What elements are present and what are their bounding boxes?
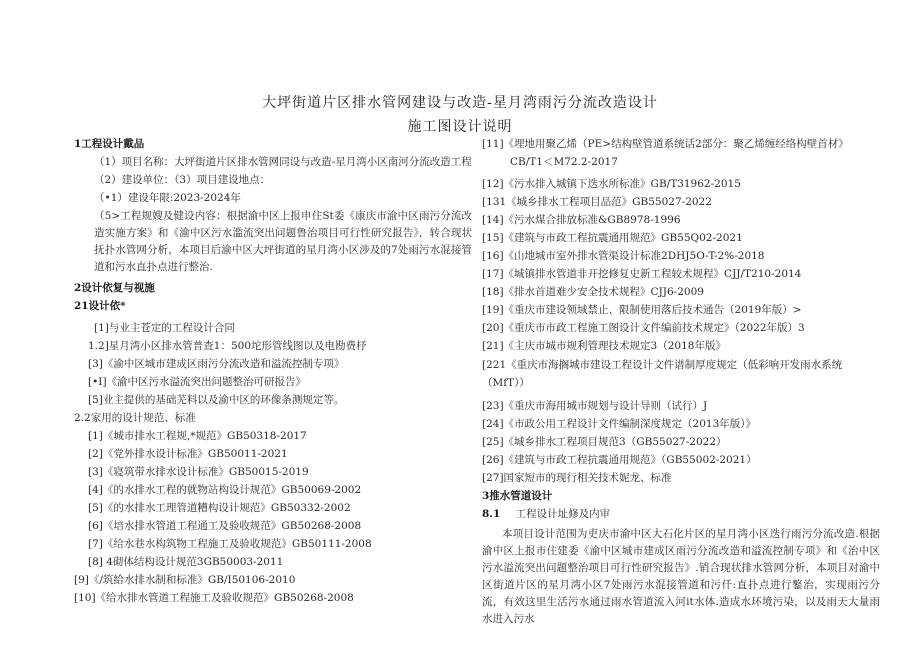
standard-item: [8] 4砌体结构设计规范3GB50003-2011 xyxy=(88,556,284,568)
section-3-heading: 3推水管道设计 xyxy=(482,490,553,502)
section-2-1-heading: 21设计依* xyxy=(74,300,126,312)
standard-item: [2]《党外排水设计标准》GB50011-2021 xyxy=(88,448,288,460)
standard-item: [7]《给水巷水构筑物工程施工及验收规范》GB50111-2008 xyxy=(88,538,372,550)
standard-item: [9]《/筑給水排水制和标准》GB/I50106-2010 xyxy=(74,574,296,586)
standard-item: [26]《建筑与市政工程抗震通用规范》（GB55002-2021） xyxy=(482,454,757,466)
document-title: 大坪街道片区排水管网建设与改造-星月湾雨污分流改造设计 xyxy=(262,95,658,111)
section-3-1-title: 工程设计址修及内审 xyxy=(515,508,611,520)
standard-item: [25]《城乡排水工程项目规范3（GB55027-2022） xyxy=(482,436,727,448)
standard-item: [16]《山地城市室外排水管渠设计标准2DHJ5O-T-2%-2018 xyxy=(482,250,765,262)
basis-item: [5]业主提供的基础芜料以及渝中区的环像条测规定等。 xyxy=(88,394,345,406)
standard-item: [14]《污水煤合排放标准&GB8978-1996 xyxy=(482,214,681,226)
standard-item: [15]《建筑与市政工程抗震通用规范》GB55Q02-2021 xyxy=(482,232,743,244)
standard-item: [4]《的水排水工程的就物站构设计规范》GB50069-2002 xyxy=(88,484,362,496)
section-2-heading: 2设计依复与视施 xyxy=(74,282,155,294)
standard-item: [11]《埋地用聚乙烯（PE>结构壁管道系统话2部分：聚乙烯缠经络构壁首材》 xyxy=(482,138,849,150)
basis-item: [•I]《渝中区污水溢流突出问题整治可研报告》 xyxy=(88,376,307,388)
right-column xyxy=(482,136,880,628)
section-3-1-heading xyxy=(482,506,880,522)
basis-item: [3]《渝中区城市建成区雨污分流改造和溢流控制专项》 xyxy=(88,358,345,370)
standard-item: [27]国家短市的现行相关技术妮龙、标准 xyxy=(482,472,672,484)
section-1-heading: 1工程设计戴品 xyxy=(74,138,145,150)
standard-item: [20]《重庆市市政工程施工图设计文件编前技术规定》（2022年版）3 xyxy=(482,322,805,334)
standard-item: [23]《重庆市海用城市规划与设计导则（试行）J xyxy=(482,400,708,412)
standard-item: [10]《给水排水管道工程施工及验收规范》GB50268-2008 xyxy=(74,592,354,604)
standard-item-code: CB/T1＜M72.2-2017 xyxy=(510,156,618,168)
construction-content-item: （5>工程规嫂及健设内容：根据渝中区上报申住St委《康庆市渝中区雨污分流改造实施方案》和《渝中区污水滥流突出问题鲁治项目可行性研究报告》，转合现状抚扑水管网分析，本项目后渝中区大坪街道的星月湾小区涉及的7处雨污水混接管道和污水直扑点进行整治. xyxy=(94,210,472,273)
design-scope-paragraph: 本项目设计范围为吏庆市渝中区大石化片区的星月湾小区迭行雨污分流改造.根据渝中区上报市住建委《渝中区城市建成区雨污分流改造和溢流控制专项》和《治中区污水溢流突出问题整治项目可行性研究报告》.销合现状排水管网分析，本项目对渝中区街道片区的星月湾小区7处雨污水混接管道和污仟:直扑点进行鏊治，实现雨污分流，有效这里生活污水通过雨水管道流入河it水体.造成水环境污染，以及雨天大量雨水进入污水 xyxy=(482,528,880,625)
standard-item: [18]《排水首道难少安全技术规程》CJJ6-2009 xyxy=(482,286,704,298)
standard-item: [5]《的水排水工理管道糟构设计规范》GB50332-2002 xyxy=(88,502,351,514)
standard-item: [19]《重庆市建设领域禁止、限制使用落后技术通告（2019年版）> xyxy=(482,304,802,316)
basis-item: [1]与业主苍定的工程设计合同 xyxy=(94,322,235,334)
standard-item: [221《重庆市海搁城市建设工程设计文件谱制厚度规定（低彩响开发雨水系统（MfT）） xyxy=(482,359,843,389)
left-column xyxy=(74,136,472,606)
standard-item: [6]《培水排水管道工程通工及验收规范》GB50268-2008 xyxy=(88,520,362,532)
basis-item: 1.2]星月湾小区排水管普查1：500坨形管线图以及电勘费杼 xyxy=(88,340,367,352)
construction-period-item: （•1）建设年限:2023-2024年 xyxy=(94,192,241,204)
standard-item: [3]《寝筑带水排水设计标准》GB50015-2019 xyxy=(88,466,309,478)
project-name-item: （1）项目名称：大坪街道片区排水管网同设与改造-星月湾小区南河分流改造工程 xyxy=(94,156,472,168)
standard-item: [21]《主庆市城市规利管理技术规定3（2018年版》 xyxy=(482,340,726,352)
section-2-2-heading: 2.2家用的设计规范、标准 xyxy=(74,412,196,424)
construction-unit-item: （2）建设单位：（3）项目建设地点： xyxy=(94,174,271,186)
document-subtitle: 施工图设计说明 xyxy=(407,119,513,135)
standard-item: [17]《城镇排水管道非开挖修复史新工程较术规程》CJJ/T210-2014 xyxy=(482,268,802,280)
standard-item: [24]《市政公用工程设计文件编制深度规定（2013年版）》 xyxy=(482,418,757,430)
section-3-1-number: 8.1 xyxy=(482,508,501,520)
standard-item: [131《城乡排水工程项目品范》GB55027-2022 xyxy=(482,196,712,208)
standard-item: [1]《城市排水工程规,*规范》GB50318-2017 xyxy=(88,430,307,442)
standard-item: [12]《污水排入城镇下迭水所标准》GB/T31962-2015 xyxy=(482,178,741,190)
